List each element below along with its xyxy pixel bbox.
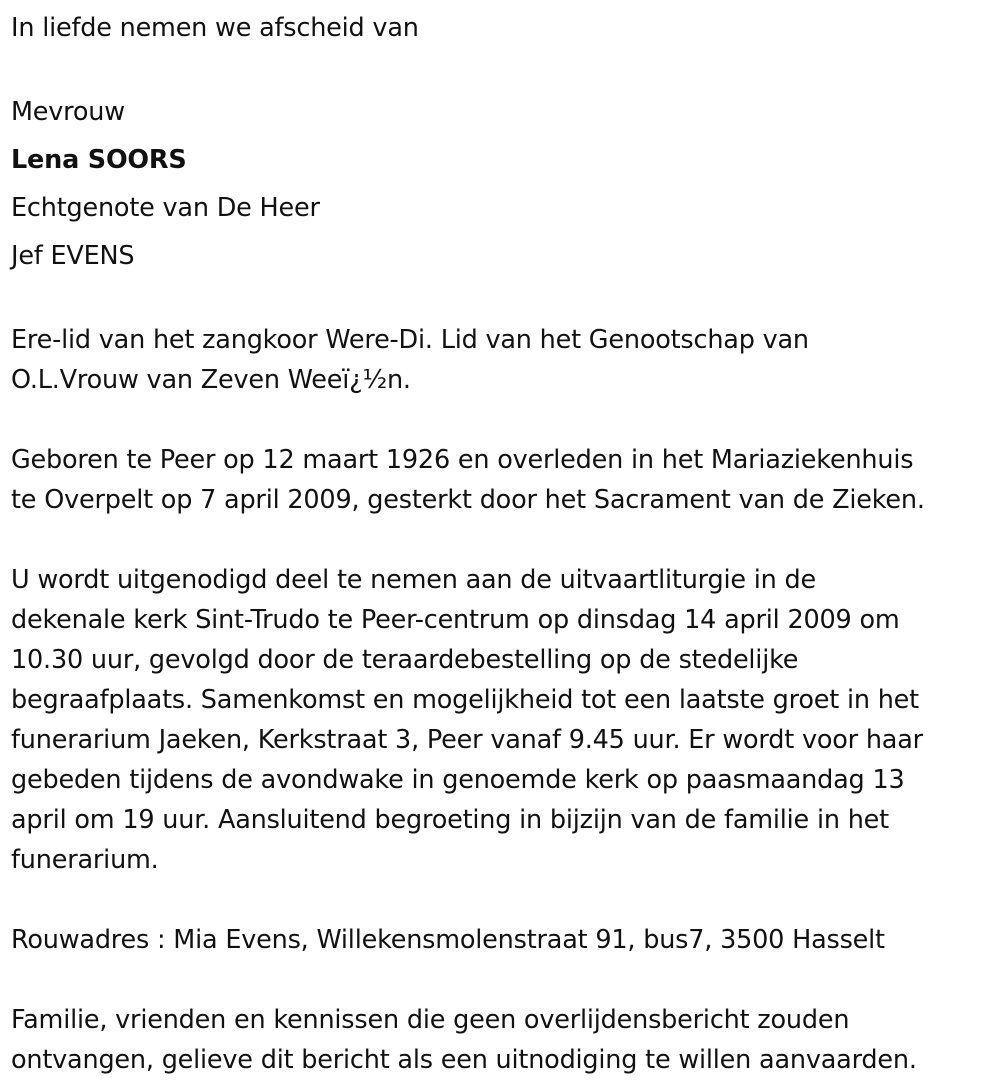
intro-line: In liefde nemen we afscheid van (11, 13, 419, 43)
spacer (11, 280, 996, 320)
spouse-name: Jef EVENS (11, 241, 135, 271)
closing-line: Familie, vrienden en kennissen die geen overlijdensbericht zouden (11, 1005, 850, 1035)
funeral-line: funerarium. (11, 845, 159, 875)
funeral-line: 10.30 uur, gevolgd door de teraardebestelling op de stedelijke (11, 645, 799, 675)
funeral-line: begraafplaats. Samenkomst en mogelijkheid tot een laatste groet in het (11, 685, 919, 715)
funeral-line: april om 19 uur. Aansluitend begroeting in bijzijn van de familie in het (11, 805, 889, 835)
birth-death-line: te Overpelt op 7 april 2009, gesterkt door het Sacrament van de Zieken. (11, 485, 925, 515)
birth-death-paragraph (11, 440, 996, 520)
membership-line: Ere-lid van het zangkoor Were-Di. Lid van het Genootschap van (11, 325, 809, 355)
salutation: Mevrouw (11, 97, 125, 127)
membership-paragraph (11, 320, 996, 400)
membership-line: O.L.Vrouw van Zeven Weeï¿½n. (11, 365, 411, 395)
closing-paragraph (11, 1000, 996, 1080)
spacer (11, 960, 996, 1000)
funeral-paragraph (11, 560, 996, 880)
deceased-name: Lena SOORS (11, 145, 187, 175)
closing-line: ontvangen, gelieve dit bericht als een uitnodiging te willen aanvaarden. (11, 1045, 917, 1075)
death-notice (11, 8, 996, 1080)
spacer (11, 400, 996, 440)
spacer (11, 48, 996, 88)
birth-death-line: Geboren te Peer op 12 maart 1926 en overleden in het Mariaziekenhuis (11, 445, 914, 475)
spacer (11, 520, 996, 560)
funeral-line: funerarium Jaeken, Kerkstraat 3, Peer vanaf 9.45 uur. Er wordt voor haar (11, 725, 923, 755)
funeral-line: dekenale kerk Sint-Trudo te Peer-centrum op dinsdag 14 april 2009 om (11, 605, 900, 635)
relation: Echtgenote van De Heer (11, 193, 320, 223)
spacer (11, 880, 996, 920)
person-block (11, 88, 996, 280)
mourning-address: Rouwadres : Mia Evens, Willekensmolenstraat 91, bus7, 3500 Hasselt (11, 925, 885, 955)
funeral-line: gebeden tijdens de avondwake in genoemde kerk op paasmaandag 13 (11, 765, 905, 795)
funeral-line: U wordt uitgenodigd deel te nemen aan de uitvaartliturgie in de (11, 565, 817, 595)
